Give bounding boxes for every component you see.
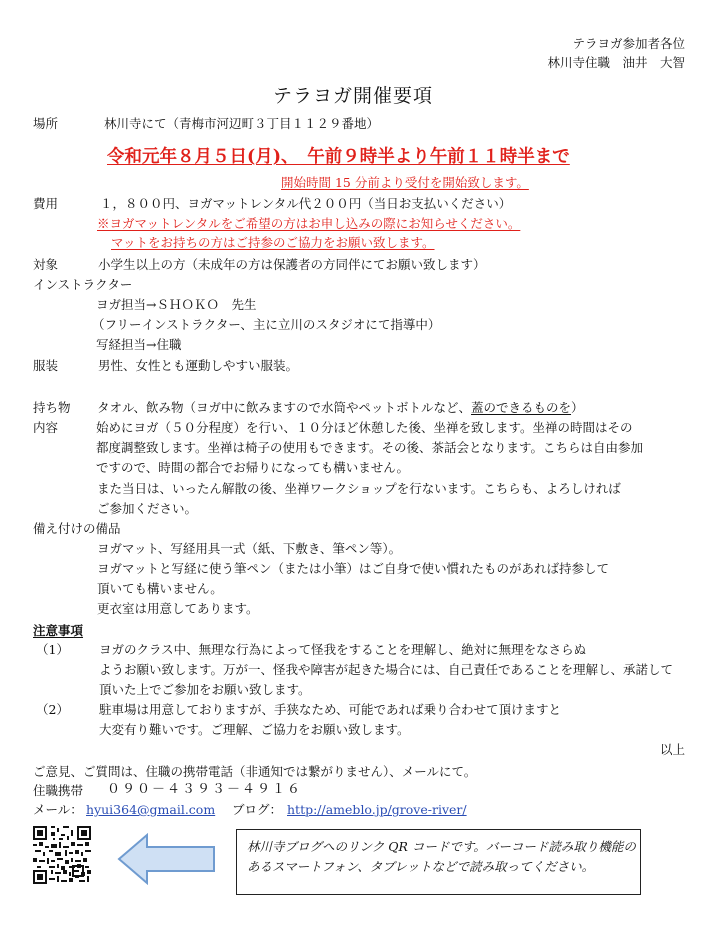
venue-label: 場所 xyxy=(33,116,59,131)
instructor-label: インストラクター xyxy=(33,277,133,292)
mat-bring-note: マットをお持ちの方はご持参のご協力をお願い致します。 xyxy=(111,235,435,250)
phone-number: ０９０－４３９３－４９１６ xyxy=(107,782,303,797)
contact-intro: ご意見、ご質問は、住職の携帯電話（非通知では繋がりません）、メールにて。 xyxy=(33,764,477,779)
notes-heading: 注意事項 xyxy=(33,623,84,638)
content-line: 始めにヨガ（５０分程度）を行い、１０分ほど休憩した後、坐禅を致します。坐禅の時間はその xyxy=(96,420,633,435)
equipment-label: 備え付けの備品 xyxy=(33,521,121,536)
note-number: （2） xyxy=(36,702,69,717)
mail-label: メール： xyxy=(33,802,83,817)
phone-label: 住職携帯 xyxy=(33,783,84,798)
clothing-label: 服装 xyxy=(33,358,59,373)
closing-mark: 以上 xyxy=(659,742,685,757)
content-line: また当日は、いったん解散の後、坐禅ワークショップを行ないます。こちらも、よろしければ xyxy=(97,481,621,496)
sutra-instructor: 写経担当→住職 xyxy=(96,337,182,352)
recipient-line: テラヨガ参加者各位 xyxy=(572,36,685,51)
qr-note-line: 林川寺ブログへのリンク QR コードです。バーコード読み取り機能の xyxy=(247,839,636,854)
mat-rental-note: ※ヨガマットレンタルをご希望の方はお申し込みの際にお知らせください。 xyxy=(97,216,521,231)
equipment-line: ヨガマット、写経用具一式（紙、下敷き、筆ペン等）。 xyxy=(97,541,402,556)
equipment-line: ヨガマットと写経に使う筆ペン（または小筆）はご自身で使い慣れたものがあれば持参して xyxy=(97,561,610,576)
clothing-text: 男性、女性とも運動しやすい服装。 xyxy=(98,358,299,373)
note-line: 大変有り難いです。ご理解、ご協力をお願い致します。 xyxy=(99,722,410,737)
note-line: 頂いた上でご参加をお願い致します。 xyxy=(99,682,311,697)
content-line: ご参加ください。 xyxy=(97,501,198,516)
reception-note: 開始時間 15 分前より受付を開始致します。 xyxy=(281,175,529,190)
sender-line: 林川寺住職 油井 大智 xyxy=(547,55,685,70)
lid-emphasis: 蓋のできるものを xyxy=(471,400,572,415)
target-label: 対象 xyxy=(33,257,59,272)
blog-label: ブログ： xyxy=(232,802,283,817)
note-line: ようお願い致します。万が一、怪我や障害が起きた場合には、自己責任であることを理解し、承諾して xyxy=(99,662,674,677)
fee-label: 費用 xyxy=(33,196,59,211)
note-number: （1） xyxy=(36,642,69,657)
instructor-description: （フリーインストラクター、主に立川のスタジオにて指導中） xyxy=(92,317,441,332)
venue-text: 林川寺にて（青梅市河辺町３丁目１１２９番地） xyxy=(104,116,380,131)
note-line: 駐車場は用意しておりますが、手狭なため、可能であれば乗り合わせて頂けますと xyxy=(99,702,562,717)
target-text: 小学生以上の方（未成年の方は保護者の方同伴にてお願い致します） xyxy=(98,257,486,272)
qr-note-line: あるスマートフォン、タブレットなどで読み取ってください。 xyxy=(247,859,595,874)
yoga-instructor: ヨガ担当→ＳＨＯＫＯ 先生 xyxy=(96,297,257,312)
content-line: 都度調整致します。坐禅は椅子の使用もできます。その後、茶話会となります。こちらは自由参加 xyxy=(96,440,644,455)
fee-text: １，８００円、ヨガマットレンタル代２００円（当日お支払いください） xyxy=(100,196,512,211)
equipment-line: 頂いても構いません。 xyxy=(97,581,223,596)
equipment-line: 更衣室は用意してあります。 xyxy=(97,601,259,616)
content-line: ですので、時間の都合でお帰りになっても構いません。 xyxy=(96,460,410,475)
page-title: テラヨガ開催要項 xyxy=(273,85,434,107)
note-line: ヨガのクラス中、無理な行為によって怪我をすることを理解し、絶対に無理をなさらぬ xyxy=(99,642,587,657)
qr-note-box xyxy=(236,829,641,895)
left-arrow-icon xyxy=(117,833,217,885)
content-label: 内容 xyxy=(33,420,59,435)
belongings-label: 持ち物 xyxy=(33,400,71,415)
belongings-text: タオル、飲み物（ヨガ中に飲みますので水筒やペットボトルなど、蓋のできるものを） xyxy=(97,400,584,415)
blog-link[interactable]: http://ameblo.jp/grove-river/ xyxy=(287,802,467,817)
schedule-date: 令和元年８月５日(月)、 午前９時半より午前１１時半まで xyxy=(107,147,570,167)
qr-code-icon xyxy=(33,826,91,884)
mail-link[interactable]: hyui364@gmail.com xyxy=(86,802,216,817)
